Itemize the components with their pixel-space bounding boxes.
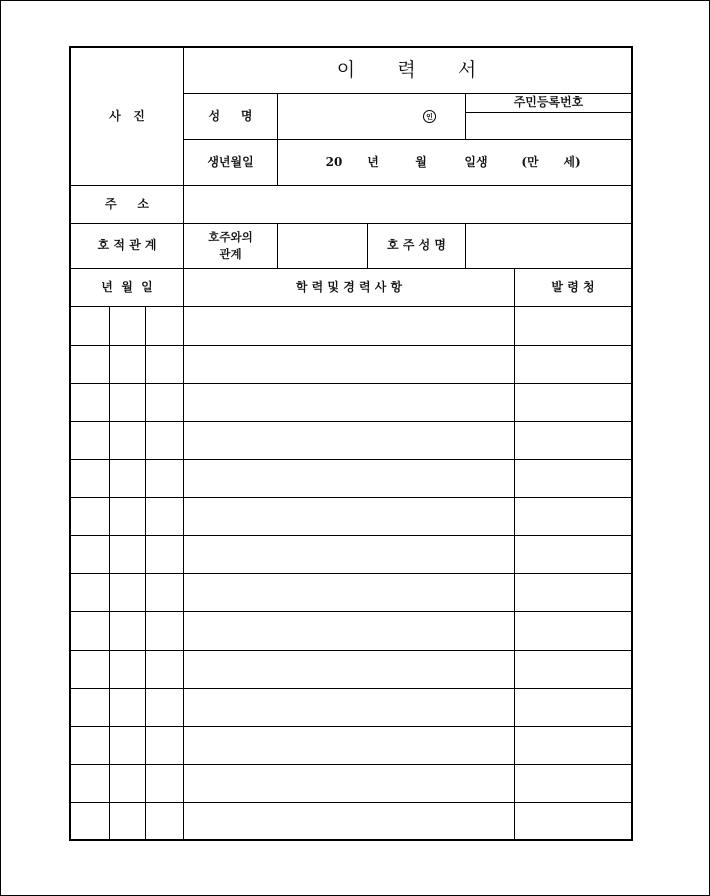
birth-date-label: 생년월일 <box>207 154 254 169</box>
rule-row-1 <box>71 345 631 346</box>
name-label: 성 명 <box>208 108 253 123</box>
issuer-column-header: 발 령 청 <box>551 279 595 294</box>
rule-row-4 <box>71 459 631 460</box>
birth-day: 일생 <box>464 154 488 169</box>
rule-row-13 <box>71 802 631 803</box>
rule-name-label-right <box>277 93 278 185</box>
rule-header-bottom <box>71 306 631 307</box>
birth-year-suffix: 년 <box>367 154 379 169</box>
head-relation-label <box>184 224 277 268</box>
photo-label: 사 진 <box>109 108 145 123</box>
birth-month: 월 <box>415 154 427 169</box>
rule-row-10 <box>71 688 631 689</box>
rule-row-2 <box>71 383 631 384</box>
seal-icon: 인 <box>423 110 436 123</box>
rule-issuer-left <box>514 268 515 839</box>
birth-year-prefix: 20 <box>325 154 343 169</box>
resume-form <box>69 46 633 841</box>
rule-year-right <box>109 306 110 839</box>
rule-row-5 <box>71 497 631 498</box>
rule-head-relation-right <box>277 223 278 268</box>
rule-row-12 <box>71 764 631 765</box>
history-column-header: 학 력 및 경 력 사 항 <box>295 279 403 294</box>
head-relation-label-line2: 관계 <box>219 247 242 261</box>
age-close: 세) <box>563 154 581 169</box>
rule-row-8 <box>71 611 631 612</box>
rule-row-6 <box>71 535 631 536</box>
family-relation-label: 호 적 관 계 <box>97 238 157 253</box>
rule-row-9 <box>71 650 631 651</box>
resident-number-label: 주민등록번호 <box>513 95 584 110</box>
date-column-header: 년 월 일 <box>101 279 153 294</box>
rule-head-name-label-right <box>465 223 466 268</box>
rule-row-3 <box>71 421 631 422</box>
age-open: (만 <box>521 154 539 169</box>
address-label: 주 소 <box>104 196 150 211</box>
rule-month-right <box>145 306 146 839</box>
document-title: 이 력 서 <box>336 58 479 81</box>
head-name-label: 호 주 성 명 <box>387 238 446 253</box>
head-relation-label-line1: 호주와의 <box>208 230 253 245</box>
rule-row-7 <box>71 573 631 574</box>
rule-resident-mid <box>465 112 631 113</box>
rule-row-11 <box>71 726 631 727</box>
